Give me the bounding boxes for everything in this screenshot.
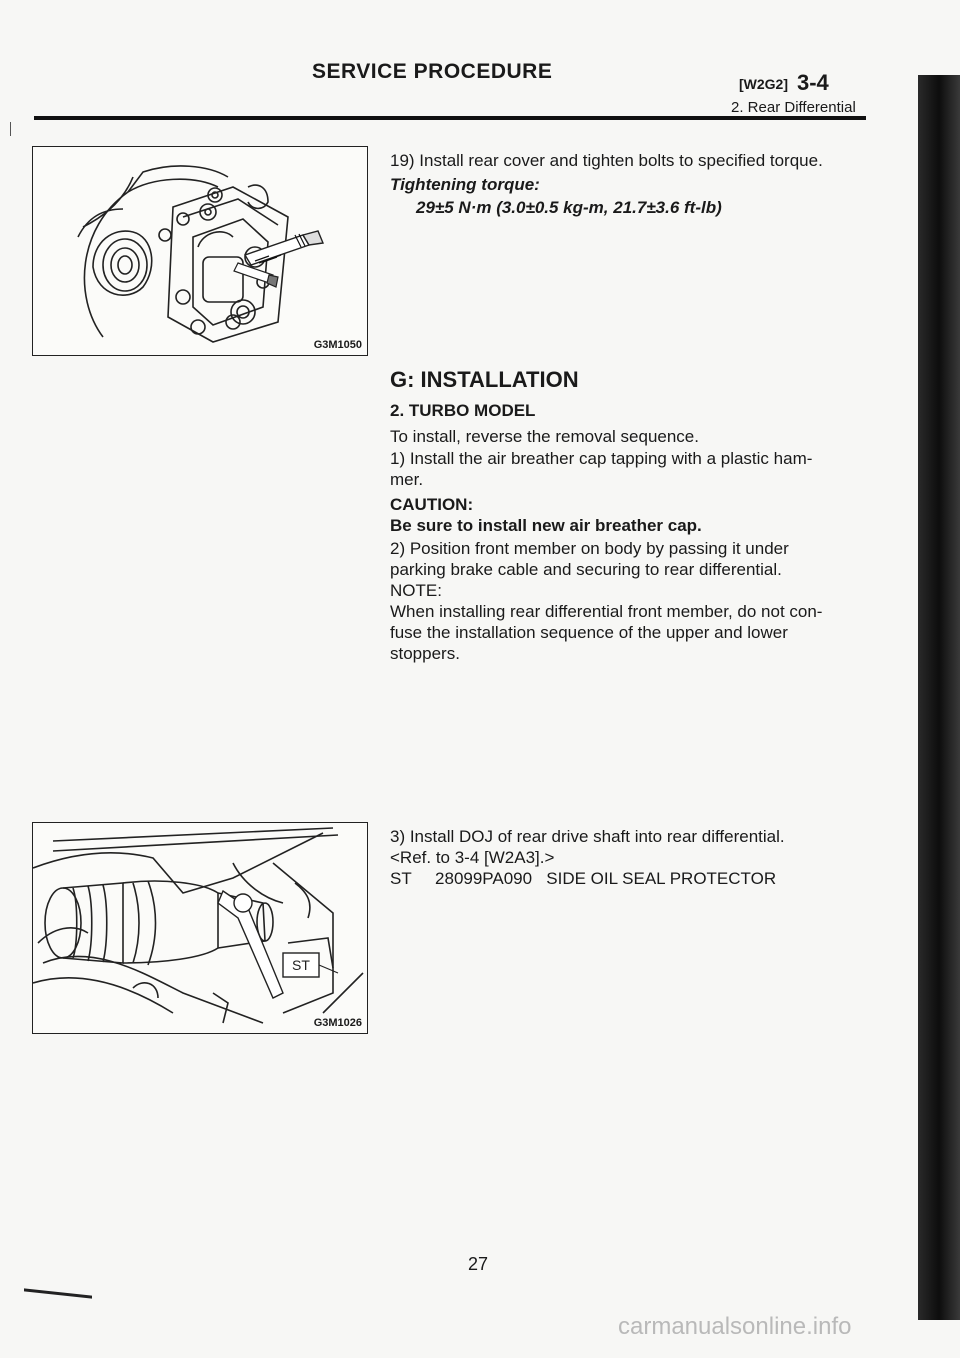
figure-doj-install (32, 822, 368, 1034)
scan-edge-strip (918, 75, 960, 1320)
step-1-line-1: 1) Install the air breather cap tapping with a plastic ham- (390, 449, 813, 468)
figure-code: G3M1026 (313, 1017, 362, 1029)
figure-code: G3M1050 (313, 339, 362, 351)
step-19-text: 19) Install rear cover and tighten bolts to specified torque. (390, 151, 823, 170)
page-ref: 3-4 (797, 70, 829, 95)
rear-cover-illustration (33, 147, 368, 356)
section-subtitle: 2. TURBO MODEL (390, 401, 536, 420)
torque-value: 29±5 N·m (3.0±0.5 kg-m, 21.7±3.6 ft-lb) (416, 198, 722, 217)
torque-label: Tightening torque: (390, 175, 540, 194)
page-number: 27 (468, 1254, 489, 1274)
step-3-tool: ST 28099PA090 SIDE OIL SEAL PROTECTOR (390, 869, 777, 888)
figure-rear-cover (32, 146, 368, 356)
corner-mark (24, 1288, 92, 1298)
note-line-3: stoppers. (390, 644, 460, 663)
header-subtitle: 2. Rear Differential (731, 99, 856, 116)
section-code: [W2G2] (739, 76, 788, 92)
header-rule (34, 116, 866, 120)
caution-label: CAUTION: (390, 495, 474, 514)
step-2-line-2: parking brake cable and securing to rear differential. (390, 560, 782, 579)
page-header-title: SERVICE PROCEDURE (312, 60, 553, 83)
caution-text: Be sure to install new air breather cap. (390, 516, 702, 535)
intro-text: To install, reverse the removal sequence. (390, 427, 699, 446)
watermark: carmanualsonline.info (618, 1313, 852, 1340)
note-line-2: fuse the installation sequence of the upper and lower (390, 623, 788, 642)
section-title: G: INSTALLATION (390, 367, 579, 392)
note-line-1: When installing rear differential front member, do not con- (390, 602, 823, 621)
st-label: ST (292, 957, 310, 973)
step-1-line-2: mer. (390, 470, 424, 489)
margin-mark (10, 122, 11, 136)
doj-install-illustration (33, 823, 368, 1034)
step-3-line-1: 3) Install DOJ of rear drive shaft into rear differential. (390, 827, 785, 846)
step-2-line-1: 2) Position front member on body by passing it under (390, 539, 789, 558)
note-label: NOTE: (390, 581, 442, 600)
step-3-line-2: <Ref. to 3-4 [W2A3].> (390, 848, 555, 867)
